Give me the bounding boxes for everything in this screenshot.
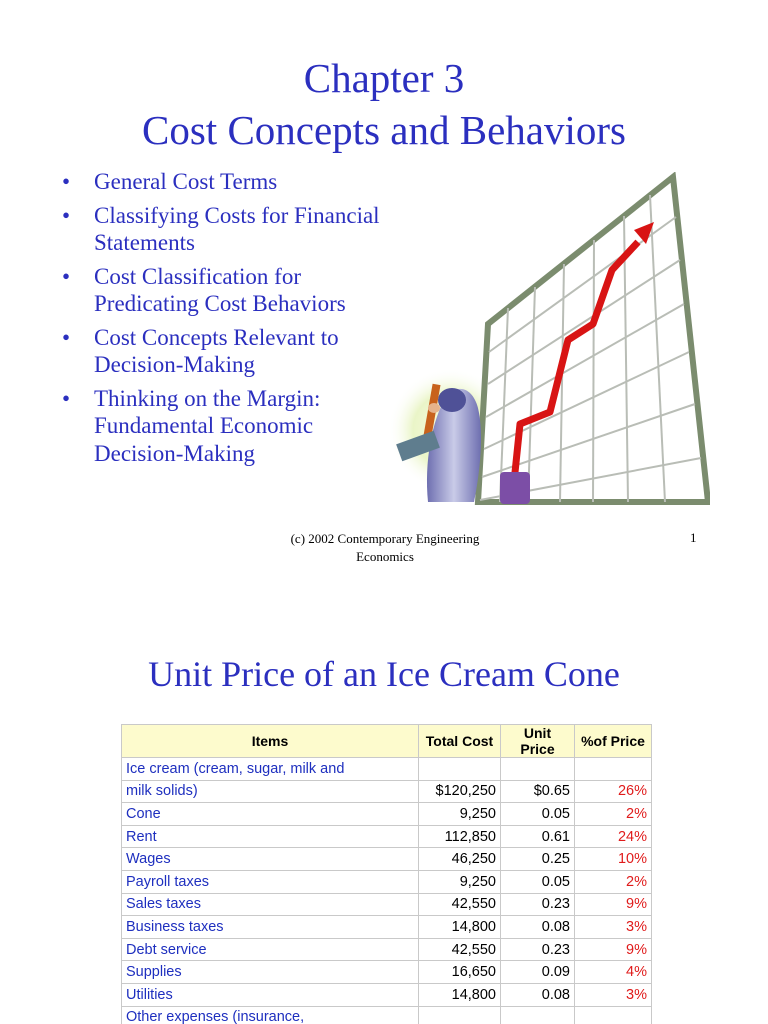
bullet-symbol: • (62, 202, 71, 228)
bullet-text: Thinking on the Margin: Fundamental Economic Decision-Making (94, 385, 321, 466)
footer-line-1: (c) 2002 Contemporary Engineering (290, 531, 480, 546)
slide-title: Unit Price of an Ice Cream Cone (148, 654, 620, 694)
slide-footer (230, 530, 540, 566)
cell-unit-price (501, 1006, 575, 1024)
cell-total-cost: 16,650 (419, 961, 501, 984)
cell-percent-of-price: 24% (575, 825, 652, 848)
rising-chart-with-hammer-figure-icon (388, 172, 710, 507)
cell-total-cost: 112,850 (419, 825, 501, 848)
slide-title-line-1: Chapter 3 (303, 55, 465, 101)
cell-item: Rent (122, 825, 419, 848)
table-row (122, 848, 652, 871)
cell-total-cost: $120,250 (419, 780, 501, 803)
cell-item: Sales taxes (122, 893, 419, 916)
table-row (122, 758, 652, 781)
cell-total-cost: 14,800 (419, 983, 501, 1006)
slide-title-line-2: Cost Concepts and Behaviors (142, 107, 626, 153)
bullet-item (62, 202, 382, 257)
bullet-item (62, 385, 382, 468)
bullet-text: General Cost Terms (94, 169, 278, 194)
cell-percent-of-price: 10% (575, 848, 652, 871)
cell-item: Wages (122, 848, 419, 871)
cell-total-cost: 42,550 (419, 893, 501, 916)
cell-total-cost (419, 758, 501, 781)
cell-item: Ice cream (cream, sugar, milk and (122, 758, 419, 781)
bullet-text: Cost Concepts Relevant to Decision-Making (94, 324, 339, 377)
cell-total-cost: 46,250 (419, 848, 501, 871)
bullet-item (62, 263, 382, 318)
cell-percent-of-price: 26% (575, 780, 652, 803)
column-header-percent-of-price: %of Price (575, 725, 652, 758)
bullet-symbol: • (62, 263, 71, 289)
cell-unit-price: 0.09 (501, 961, 575, 984)
table-header-row (122, 725, 652, 758)
page-number: 1 (690, 530, 697, 545)
bullet-item (62, 168, 382, 196)
footer-line-2: Economics (356, 549, 414, 564)
cell-unit-price: 0.23 (501, 893, 575, 916)
table-row (122, 938, 652, 961)
cell-percent-of-price: 2% (575, 870, 652, 893)
cell-item: Debt service (122, 938, 419, 961)
table-row (122, 961, 652, 984)
cell-total-cost: 42,550 (419, 938, 501, 961)
bullet-symbol: • (62, 385, 71, 411)
cell-total-cost: 14,800 (419, 916, 501, 939)
cell-total-cost (419, 1006, 501, 1024)
slide-unit-price (0, 590, 768, 1024)
cell-unit-price: 0.08 (501, 916, 575, 939)
column-header-unit-price: Unit Price (501, 725, 575, 758)
table-row (122, 916, 652, 939)
cell-percent-of-price: 4% (575, 961, 652, 984)
cell-item: Cone (122, 803, 419, 826)
cell-unit-price: 0.23 (501, 938, 575, 961)
column-header-total-cost: Total Cost (419, 725, 501, 758)
cell-total-cost: 9,250 (419, 803, 501, 826)
cell-item: Payroll taxes (122, 870, 419, 893)
bullet-symbol: • (62, 324, 71, 350)
cell-item: Supplies (122, 961, 419, 984)
table-row (122, 780, 652, 803)
cell-item: Business taxes (122, 916, 419, 939)
cell-item: Utilities (122, 983, 419, 1006)
bullet-symbol: • (62, 169, 71, 194)
cell-unit-price: 0.08 (501, 983, 575, 1006)
cell-percent-of-price: 3% (575, 983, 652, 1006)
cell-percent-of-price: 3% (575, 916, 652, 939)
cell-unit-price: 0.61 (501, 825, 575, 848)
cell-item: milk solids) (122, 780, 419, 803)
bullet-item (62, 324, 382, 379)
bullet-text: Cost Classification for Predicating Cost Behaviors (94, 263, 346, 316)
table-row (122, 983, 652, 1006)
cell-unit-price: 0.05 (501, 870, 575, 893)
cell-unit-price: $0.65 (501, 780, 575, 803)
table-body (122, 758, 652, 1024)
bullet-text: Classifying Costs for Financial Statements (94, 202, 380, 255)
table-row (122, 893, 652, 916)
cell-percent-of-price: 9% (575, 938, 652, 961)
table-row (122, 1006, 652, 1024)
cell-percent-of-price: 9% (575, 893, 652, 916)
table-row (122, 870, 652, 893)
column-header-items: Items (122, 725, 419, 758)
cell-unit-price: 0.25 (501, 848, 575, 871)
table-row (122, 825, 652, 848)
topic-bullet-list (62, 168, 382, 473)
cell-percent-of-price: 2% (575, 803, 652, 826)
table-row (122, 803, 652, 826)
cell-unit-price (501, 758, 575, 781)
unit-price-table (121, 724, 652, 1024)
cell-percent-of-price (575, 1006, 652, 1024)
cell-percent-of-price (575, 758, 652, 781)
cell-total-cost: 9,250 (419, 870, 501, 893)
cell-item: Other expenses (insurance, (122, 1006, 419, 1024)
cell-unit-price: 0.05 (501, 803, 575, 826)
